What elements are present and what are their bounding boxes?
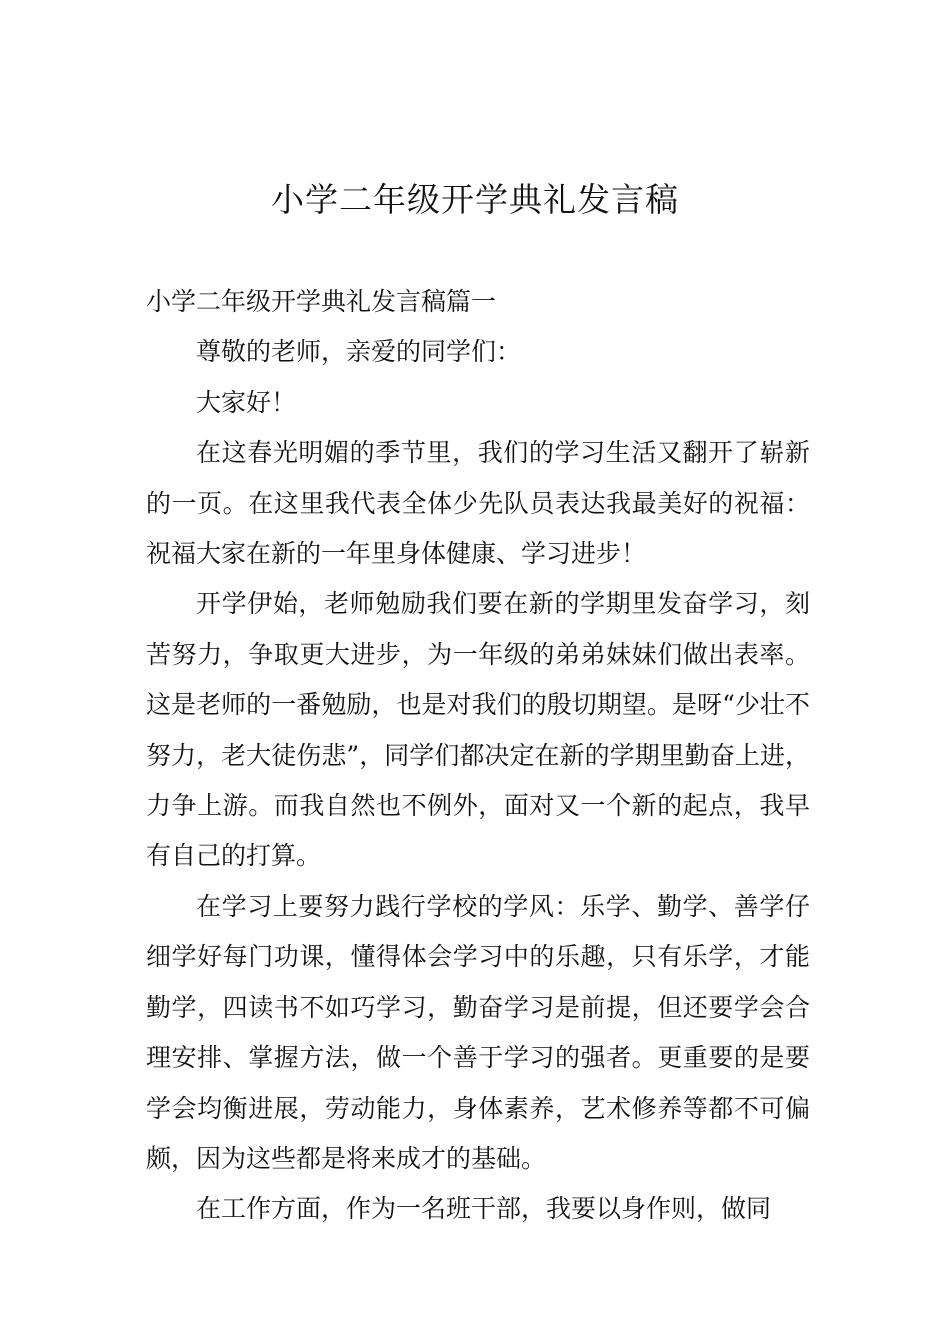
document-body xyxy=(146,277,810,1235)
paragraph: 在工作方面，作为一名班干部，我要以身作则，做同 xyxy=(196,1194,772,1224)
greeting: 大家好！ xyxy=(196,387,297,417)
paragraph: 在学习上要努力践行学校的学风：乐学、勤学、善学仔细学好每门功课，懂得体会学习中的乐趣，只有乐学，才能勤学，四读书不如巧学习，勤奋学习是前提，但还要学会合理安排、掌握方法，做一个善于学习的强者。更重要的是要学会均衡进展，劳动能力，身体素养，艺术修养等都不可偏颇，因为这些都是将来成才的基础。 xyxy=(146,891,810,1173)
section-heading: 小学二年级开学典礼发言稿篇一 xyxy=(146,287,497,316)
paragraph: 在这春光明媚的季节里，我们的学习生活又翻开了崭新的一页。在这里我代表全体少先队员表达我最美好的祝福：祝福大家在新的一年里身体健康、学习进步！ xyxy=(146,438,810,569)
paragraph: 开学伊始，老师勉励我们要在新的学期里发奋学习，刻苦努力，争取更大进步，为一年级的弟弟妹妹们做出表率。这是老师的一番勉励，也是对我们的殷切期望。是呀“少壮不努力，老大徒伤悲”，同学们都决定在新的学期里勤奋上进，力争上游。而我自然也不例外，面对又一个新的起点，我早有自己的打算。 xyxy=(146,589,810,871)
document-title: 小学二年级开学典礼发言稿 xyxy=(271,180,679,219)
salutation: 尊敬的老师，亲爱的同学们： xyxy=(196,337,522,367)
